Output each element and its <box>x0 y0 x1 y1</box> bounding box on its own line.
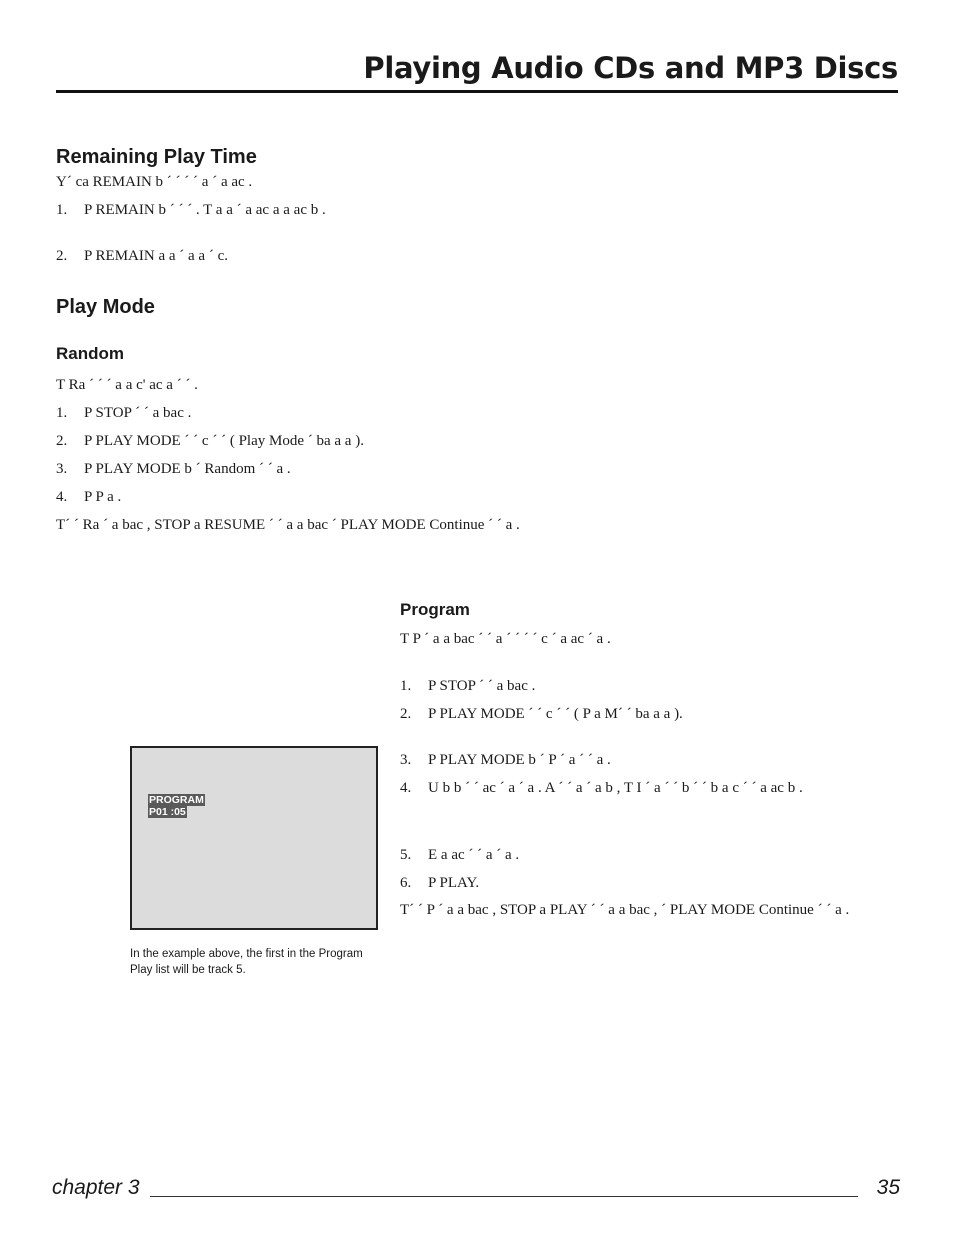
tv-screen-illustration <box>130 746 378 930</box>
program-step-4: U b b ´ ´ ac ´ a ´ a . A ´ ´ a ´ a b , T I ´ a ´ ´ b ´ ´ b a c ´ ´ a ac b . <box>428 780 803 796</box>
remaining-intro: Y´ ca REMAIN b ´ ´ ´ ´ a ´ a ac . <box>56 174 253 190</box>
program-step-5-number: 5. <box>400 847 412 863</box>
random-step-2-number: 2. <box>56 433 68 449</box>
program-note: T´ ´ P ´ a a bac , STOP a PLAY ´ ´ a a bac , ´ PLAY MODE Continue ´ ´ a . <box>400 902 850 918</box>
random-intro: T Ra ´ ´ ´ a a c' ac a ´ ´ . <box>56 377 198 393</box>
page-number: 35 <box>876 1176 900 1199</box>
random-step-1-number: 1. <box>56 405 68 421</box>
page-title: Playing Audio CDs and MP3 Discs <box>363 51 898 85</box>
title-rule <box>56 90 898 93</box>
random-step-3-number: 3. <box>56 461 68 477</box>
program-step-5: E a ac ´ ´ a ´ a . <box>428 847 520 863</box>
remaining-heading: Remaining Play Time <box>56 146 257 168</box>
program-step-4-number: 4. <box>400 780 412 796</box>
random-heading: Random <box>56 344 124 363</box>
screen-caption: In the example above, the first in the Program Play list will be track 5. <box>130 948 363 976</box>
footer-rule <box>150 1196 858 1197</box>
program-step-2-number: 2. <box>400 706 412 722</box>
random-step-3: P PLAY MODE b ´ Random ´ ´ a . <box>84 461 291 477</box>
program-step-6: P PLAY. <box>428 875 480 891</box>
random-step-1: P STOP ´ ´ a bac . <box>84 405 192 421</box>
random-note: T´ ´ Ra ´ a bac , STOP a RESUME ´ ´ a a bac ´ PLAY MODE Continue ´ ´ a . <box>56 517 520 533</box>
program-step-1: P STOP ´ ´ a bac . <box>428 678 536 694</box>
program-heading: Program <box>400 600 470 619</box>
program-intro: T P ´ a a bac ´ ´ a ´ ´ ´ ´ c ´ a ac ´ a . <box>400 631 611 647</box>
random-step-2: P PLAY MODE ´ ´ c ´ ´ ( Play Mode ´ ba a a ). <box>84 433 364 449</box>
program-step-2: P PLAY MODE ´ ´ c ´ ´ ( P a M´ ´ ba a a ). <box>428 706 683 722</box>
footer-chapter: chapter 3 <box>52 1176 140 1199</box>
osd-program-label: PROGRAM <box>149 794 204 806</box>
play-mode-heading: Play Mode <box>56 296 155 318</box>
osd-track-readout: P01 :05 <box>149 806 186 818</box>
program-osd <box>148 794 205 818</box>
remaining-step-2-number: 2. <box>56 248 68 264</box>
remaining-step-2: P REMAIN a a ´ a a ´ c. <box>84 248 228 264</box>
program-step-1-number: 1. <box>400 678 412 694</box>
program-step-3-number: 3. <box>400 752 412 768</box>
program-step-3: P PLAY MODE b ´ P ´ a ´ ´ a . <box>428 752 611 768</box>
remaining-step-1-number: 1. <box>56 202 68 218</box>
random-step-4: P P a . <box>84 489 122 505</box>
random-step-4-number: 4. <box>56 489 68 505</box>
remaining-step-1: P REMAIN b ´ ´ ´ . T a a ´ a ac a a ac b . <box>84 202 326 218</box>
program-step-6-number: 6. <box>400 875 412 891</box>
